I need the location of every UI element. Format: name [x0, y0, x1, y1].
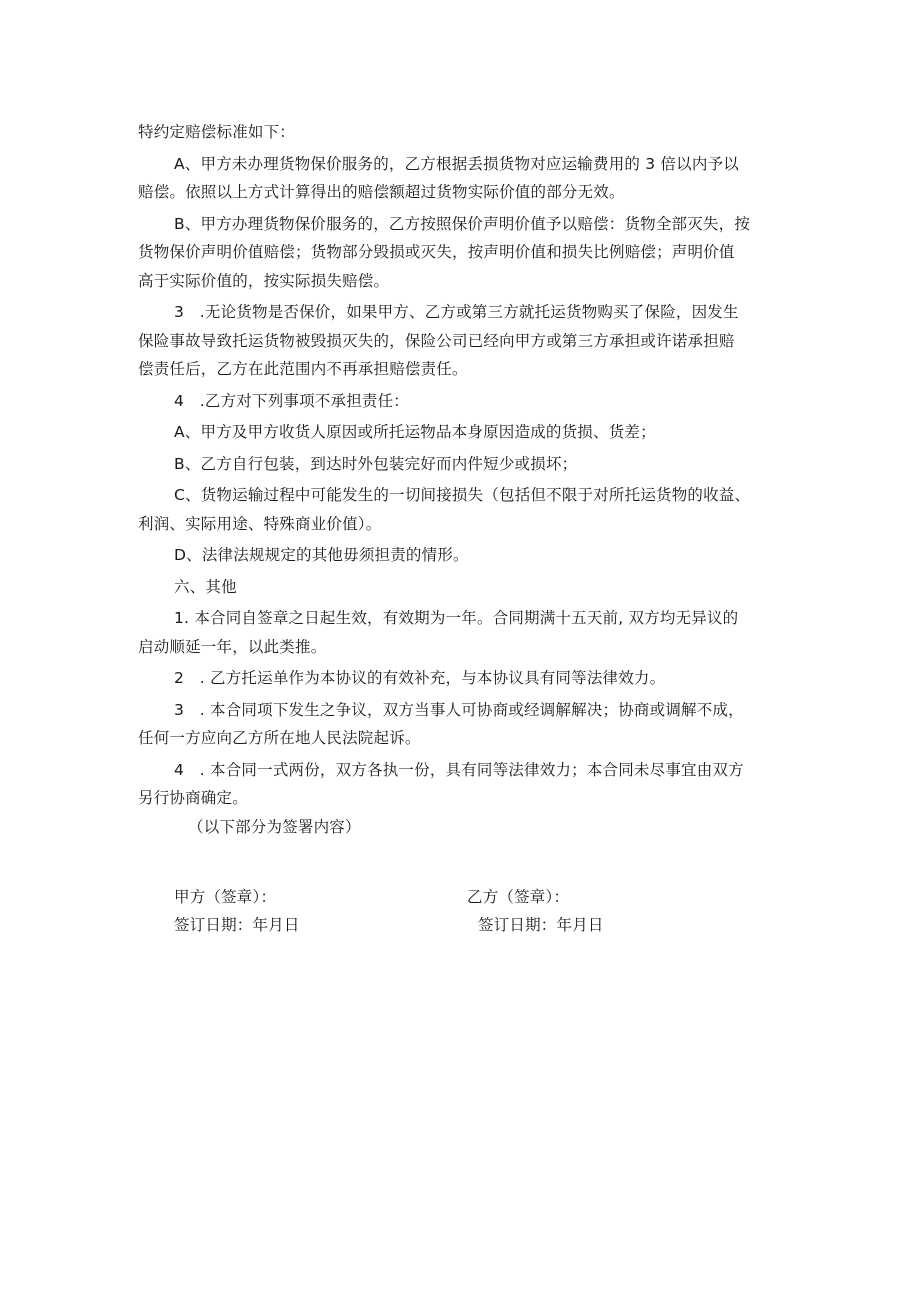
paragraph-line: 3 . 本合同项下发生之争议，双方当事人可协商或经调解解决；协商或调解不成，	[174, 700, 744, 719]
paragraph-line: 4 . 本合同一式两份，双方各执一份，具有同等法律效力；本合同未尽事宜由双方	[174, 760, 744, 779]
paragraph-line: 保险事故导致托运货物被毁损灭失的，保险公司已经向甲方或第三方承担或许诺承担赔	[138, 331, 735, 350]
paragraph-line: A、甲方及甲方收货人原因或所托运物品本身原因造成的货损、货差；	[174, 423, 656, 441]
paragraph-line: B、乙方自行包装，到达时外包装完好而内件短少或损坏；	[174, 454, 578, 473]
paragraph-line: 2 . 乙方托运单作为本协议的有效补充，与本协议具有同等法律效力。	[174, 669, 666, 687]
party-a-signature-block	[174, 883, 300, 939]
party-a-date: 签订日期：年月日	[174, 916, 300, 934]
paragraph-line: 启动顺延一年，以此类推。	[138, 637, 327, 656]
paragraph-line: B、甲方办理货物保价服务的，乙方按照保价声明价值予以赔偿：货物全部灭失，按	[174, 214, 751, 233]
party-b-date: 签订日期：年月日	[478, 916, 604, 934]
paragraph-line: C、货物运输过程中可能发生的一切间接损失（包括但不限于对所托运货物的收益、	[174, 486, 751, 504]
paragraph-line: 货物保价声明价值赔偿；货物部分毁损或灭失，按声明价值和损失比例赔偿；声明价值	[138, 243, 735, 261]
paragraph-line: A、甲方未办理货物保价服务的，乙方根据丢损货物对应运输费用的 3 倍以内予以	[174, 154, 739, 173]
paragraph-line: D、法律法规规定的其他毋须担责的情形。	[174, 546, 469, 564]
paragraph-line: 任何一方应向乙方所在地人民法院起诉。	[138, 729, 421, 747]
paragraph-line: 赔偿。依照以上方式计算得出的赔偿额超过货物实际价值的部分无效。	[138, 183, 625, 201]
paragraph-line: 另行协商确定。	[138, 789, 248, 807]
party-a-label: 甲方（签章）：	[174, 888, 277, 906]
paragraph-line: 1. 本合同自签章之日起生效，有效期为一年。合同期满十五天前, 双方均无异议的	[174, 609, 739, 627]
signature-note: （以下部分为签署内容）	[188, 817, 361, 836]
paragraph-line: 偿责任后，乙方在此范围内不再承担赔偿责任。	[138, 360, 468, 378]
party-b-label: 乙方（签章）：	[467, 888, 570, 906]
section-heading: 六、其他	[174, 577, 237, 596]
contract-body	[138, 118, 798, 841]
party-b-signature-block	[467, 883, 604, 939]
paragraph-line: 特约定赔偿标准如下：	[138, 123, 296, 141]
paragraph-line: 3 .无论货物是否保价，如果甲方、乙方或第三方就托运货物购买了保险，因发生	[174, 303, 739, 321]
paragraph-line: 高于实际价值的，按实际损失赔偿。	[138, 271, 390, 290]
paragraph-line: 4 .乙方对下列事项不承担责任：	[174, 391, 409, 410]
paragraph-line: 利润、实际用途、特殊商业价值）。	[138, 514, 382, 533]
